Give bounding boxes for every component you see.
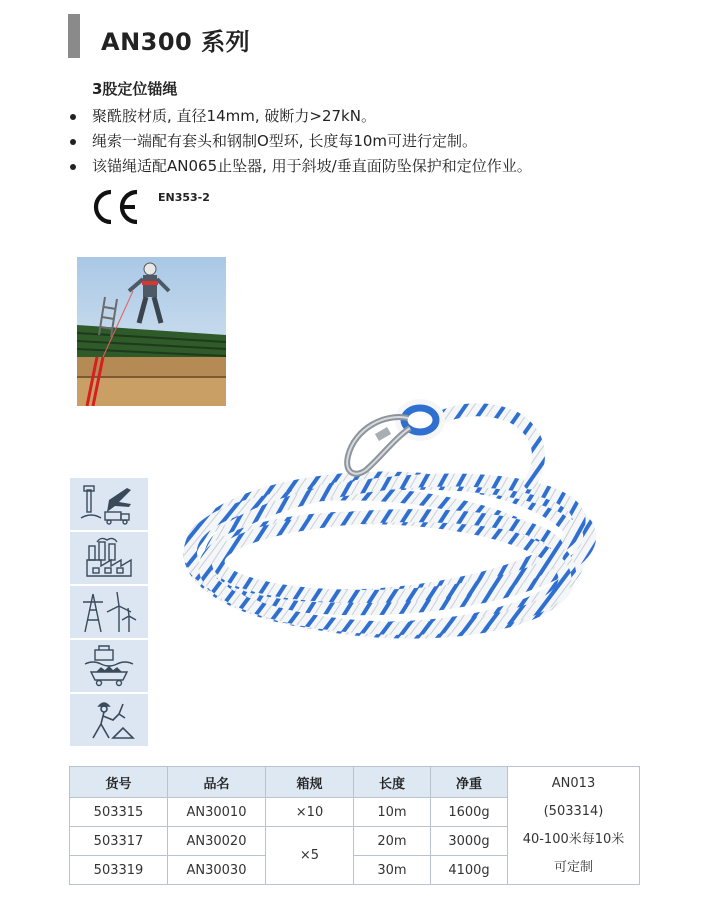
- feature-list: [66, 104, 696, 179]
- header-cell-length: 长度: [354, 767, 431, 798]
- cell-length: 20m: [354, 827, 431, 856]
- header-cell-weight: 净重: [431, 767, 508, 798]
- ce-mark-icon: [91, 188, 141, 226]
- accessory-note-cell: [508, 767, 640, 885]
- cell-item-no: 503315: [70, 798, 168, 827]
- cell-length: 30m: [354, 856, 431, 885]
- anchor-rope-product-image: [170, 378, 620, 658]
- product-subtitle: 3股定位锚绳: [92, 80, 178, 98]
- page-title: AN300 系列: [101, 28, 251, 56]
- note-line: 可定制: [553, 859, 593, 875]
- note-line: 40-100米每10米: [522, 831, 625, 847]
- feature-item: 绳索一端配有套头和钢制O型环, 长度每10m可进行定制。: [66, 129, 696, 154]
- header-cell-item-no: 货号: [70, 767, 168, 798]
- construction-worker-icon: [70, 694, 148, 746]
- power-wind-icon: [70, 586, 148, 638]
- feature-item: 该锚绳适配AN065止坠器, 用于斜坡/垂直面防坠保护和定位作业。: [66, 154, 696, 179]
- cell-name: AN30010: [168, 798, 266, 827]
- header-cell-name: 品名: [168, 767, 266, 798]
- cell-pack: ×10: [266, 798, 354, 827]
- cell-pack: ×5: [266, 827, 354, 885]
- cell-item-no: 503319: [70, 856, 168, 885]
- cell-weight: 1600g: [431, 798, 508, 827]
- note-line: (503314): [543, 803, 604, 819]
- cell-name: AN30020: [168, 827, 266, 856]
- industry-icon-column: [70, 478, 148, 748]
- cell-length: 10m: [354, 798, 431, 827]
- header-cell-pack: 箱规: [266, 767, 354, 798]
- table-header-row: [70, 767, 640, 798]
- airport-logistics-icon: [70, 478, 148, 530]
- standard-label: EN353-2: [158, 191, 210, 204]
- cell-weight: 3000g: [431, 827, 508, 856]
- title-accent-bar: [68, 14, 80, 58]
- cell-name: AN30030: [168, 856, 266, 885]
- cell-item-no: 503317: [70, 827, 168, 856]
- cell-weight: 4100g: [431, 856, 508, 885]
- factory-icon: [70, 532, 148, 584]
- mining-icon: [70, 640, 148, 692]
- feature-item: 聚酰胺材质, 直径14mm, 破断力>27kN。: [66, 104, 696, 129]
- note-line: AN013: [551, 775, 596, 791]
- spec-table: [69, 766, 640, 885]
